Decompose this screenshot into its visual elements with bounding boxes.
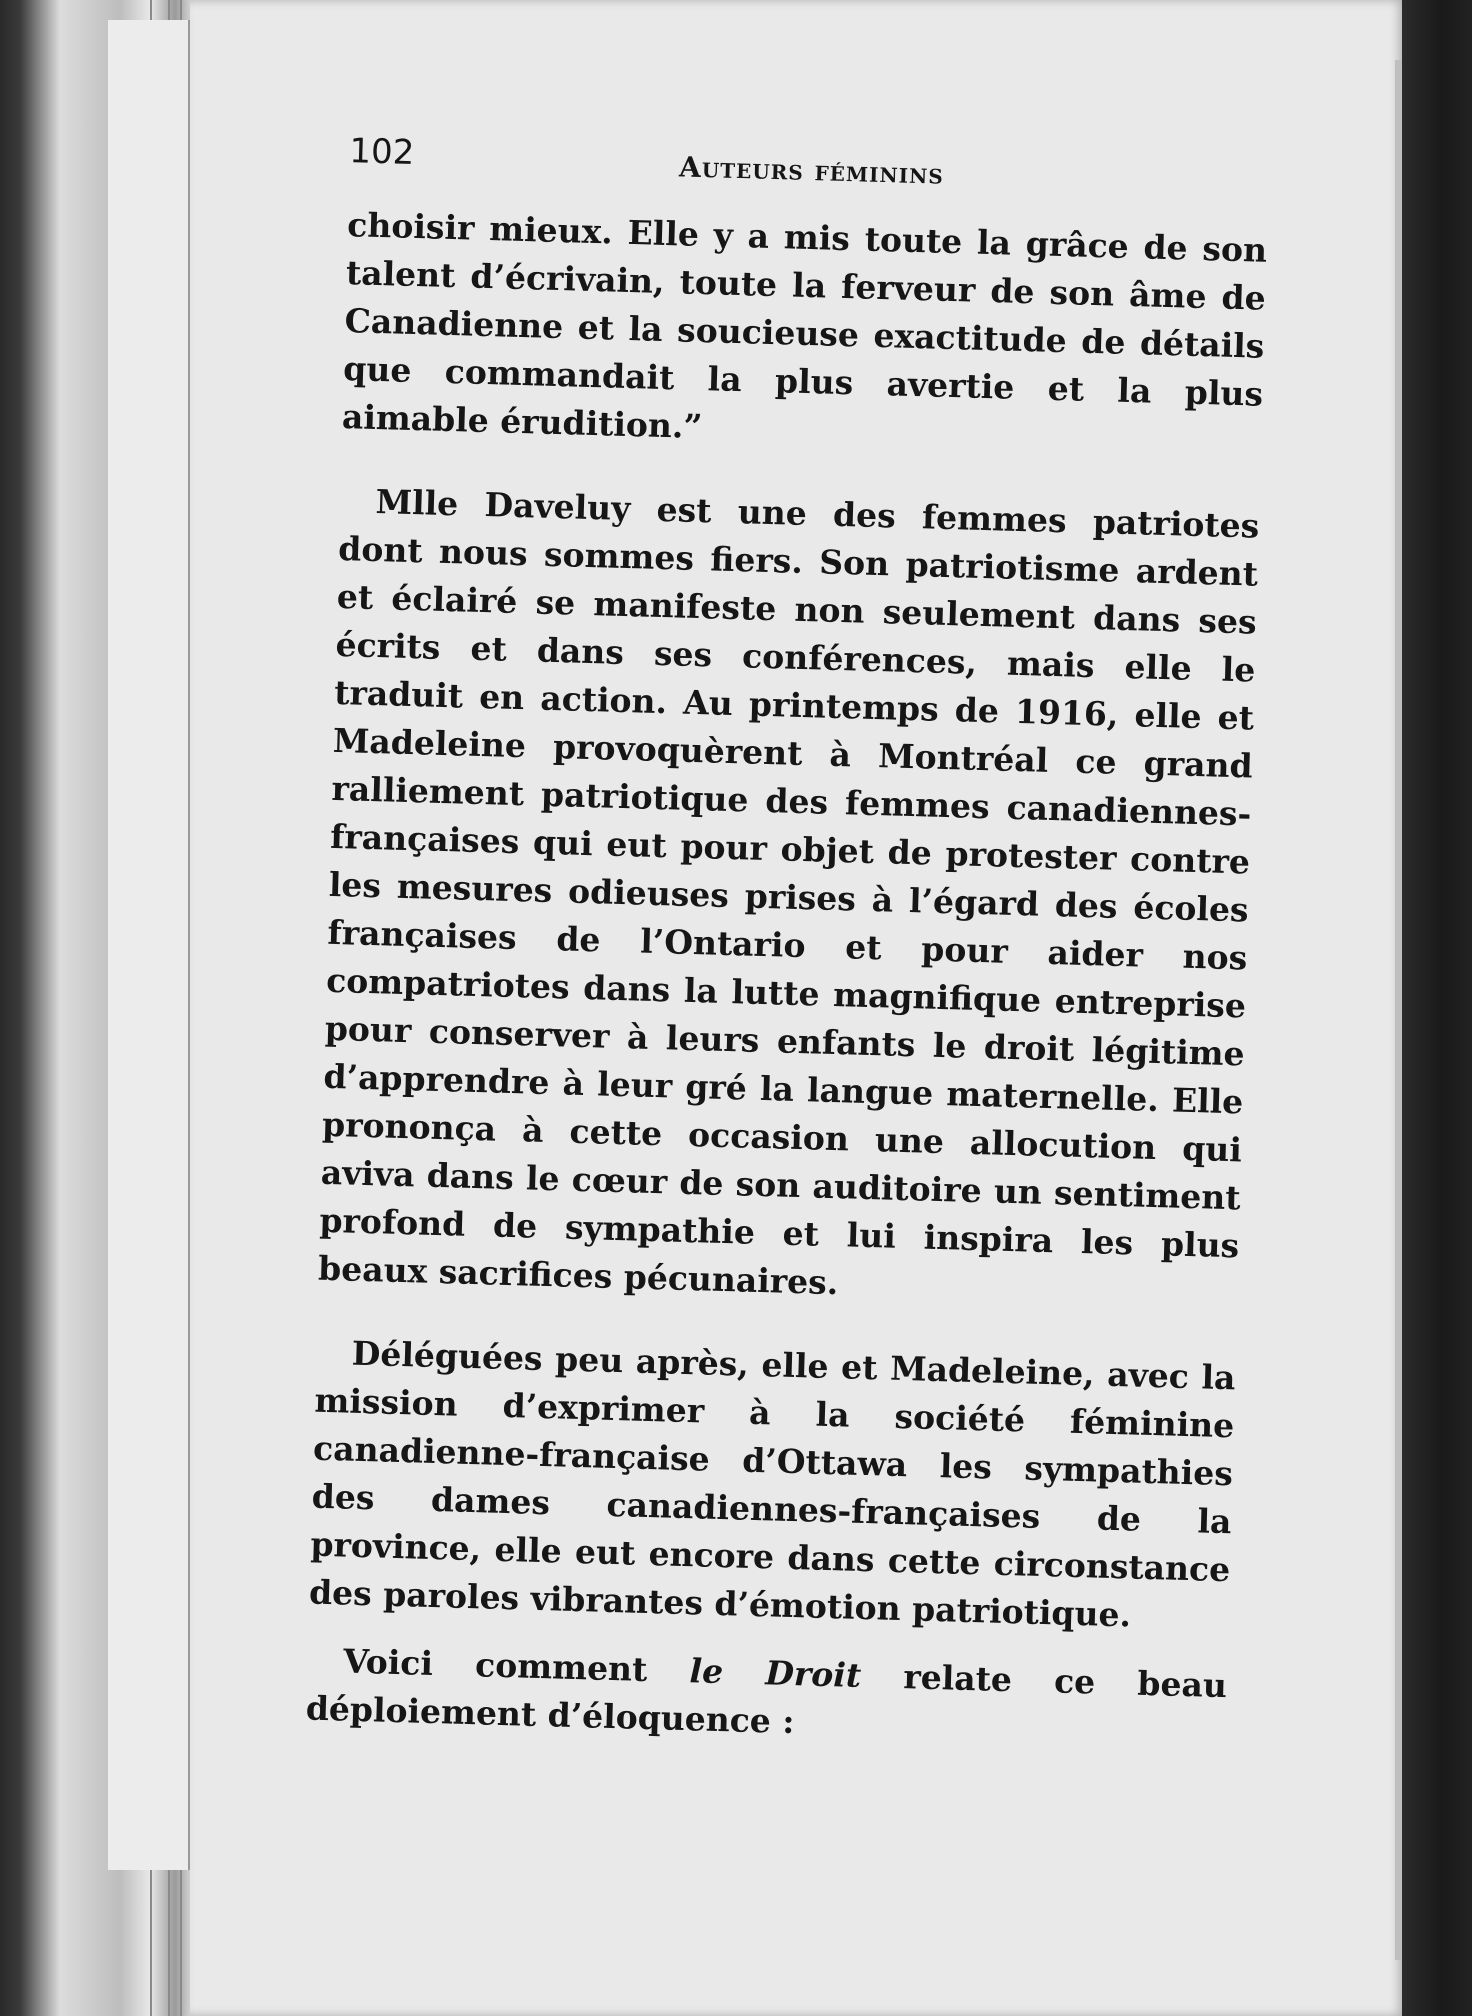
book-page — [190, 0, 1405, 2016]
paragraph-4-start: Voici comment — [342, 1641, 691, 1691]
paragraph-4 — [265, 1635, 1257, 1759]
page-number: 102 — [348, 131, 415, 173]
left-leaf — [108, 20, 191, 1870]
paragraph-2: Mlle Daveluy est une des femmes patriotes dont nous sommes fiers. Son patriotisme ardent et éclairé se manifeste non seulement dans ses écrits et dans ses conférences, mais elle le traduit en action. Au printemps de 1916, elle et Madeleine provoquèrent à Montréal ce grand ralliement patriotique des femmes canadiennes-françaises qui eut pour objet de protester contre les mesures odieuses prises à l’égard des écoles françaises de l’Ontario et pour aider nos compatriotes dans la lutte magnifique entreprise pour conserver à leurs enfants le droit légitime d’apprendre à leur gré la langue maternelle. Elle prononça à cette occasion une allocution qui aviva dans le cœur de son auditoire un sentiment profond de sympathie et lui inspira les plus beaux sacrifices pécunaires. — [317, 481, 1260, 1303]
newspaper-title: le Droit — [689, 1651, 862, 1695]
paragraph-3: Déléguées peu après, elle et Madeleine, avec la mission d’exprimer à la société féminine canadienne-française d’Ottawa les sympathies des dames canadiennes-françaises de la province, elle eut encore dans cette circonstance des paroles vibrantes d’émotion patriotique. — [308, 1333, 1237, 1635]
right-shadow — [1402, 0, 1472, 2016]
paragraph-4-end: relate ce beau déploiement d’éloquence : — [305, 1655, 1228, 1742]
page-content — [265, 130, 1299, 1759]
paragraph-1: choisir mieux. Elle y a mis toute la grâce de son talent d’écrivain, toute la ferveur de son âme de Canadienne et la soucieuse exactitude de détails que commandait la plus avertie et la plus aimable érudition.” — [341, 205, 1268, 447]
running-head: Auteurs féminins — [678, 150, 945, 191]
